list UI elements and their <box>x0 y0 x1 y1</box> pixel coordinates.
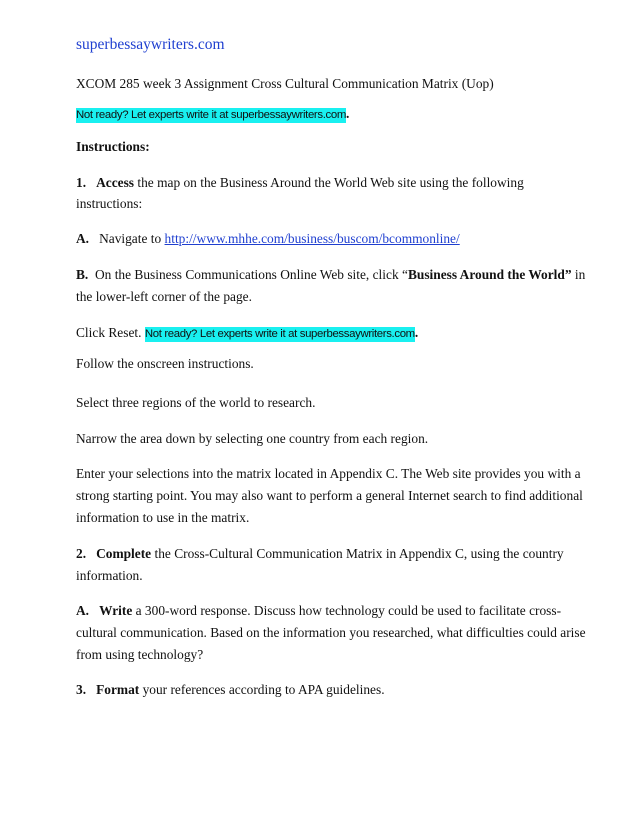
course-link[interactable]: http://www.mhhe.com/business/buscom/bcommonline/ <box>164 231 460 246</box>
step-3 <box>76 682 385 698</box>
document-title: XCOM 285 week 3 Assignment Cross Cultural Communication Matrix (Uop) <box>76 76 494 91</box>
step-a2-line-3: from using technology? <box>76 647 204 662</box>
step-1-text: the map on the Business Around the World Web site using the following <box>134 175 524 190</box>
step-b-line-2: the lower-left corner of the page. <box>76 289 252 304</box>
step-2-line-2: information. <box>76 568 143 583</box>
promo-banner-top[interactable] <box>76 106 349 123</box>
select-regions: Select three regions of the world to research. <box>76 395 316 410</box>
promo-text-inline[interactable]: Not ready? Let experts write it at superbessaywriters.com <box>144 328 415 340</box>
enter-line-2: strong starting point. You may also want to perform a general Internet search to find additional <box>76 488 583 503</box>
step-a1-number: A. <box>76 231 90 246</box>
step-a2-line-1 <box>76 603 561 619</box>
step-a1 <box>76 231 460 247</box>
click-reset-line <box>76 325 418 342</box>
step-2-line-1 <box>76 546 564 562</box>
enter-line-1: Enter your selections into the matrix located in Appendix C. The Web site provides you with a <box>76 466 581 481</box>
step-b-text-2: in <box>571 267 586 282</box>
promo-dot-inline: . <box>414 325 419 340</box>
step-1-number: 1. <box>76 175 87 190</box>
promo-text[interactable]: Not ready? Let experts write it at superbessaywriters.com <box>76 109 346 121</box>
step-b-number: B. <box>76 267 89 282</box>
step-b-keyword: Business Around the World” <box>407 267 572 282</box>
instructions-heading <box>76 139 150 155</box>
step-a2-text: a 300-word response. Discuss how technology could be used to facilitate cross- <box>132 603 562 618</box>
step-1-line-1 <box>76 175 524 191</box>
follow-instructions: Follow the onscreen instructions. <box>76 356 254 371</box>
site-header[interactable]: superbessaywriters.com <box>76 36 225 53</box>
step-a1-text: Navigate to <box>99 231 165 246</box>
step-a2-line-2: cultural communication. Based on the information you researched, what difficulties could arise <box>76 625 586 640</box>
narrow-area: Narrow the area down by selecting one country from each region. <box>76 431 429 446</box>
click-reset-text: Click Reset. <box>76 325 142 340</box>
step-3-keyword: Format <box>96 682 140 697</box>
instructions-heading-text: Instructions: <box>76 139 150 154</box>
step-b-line-1 <box>76 267 585 283</box>
step-1-keyword: Access <box>96 175 135 190</box>
step-2-text: the Cross-Cultural Communication Matrix in Appendix C, using the country <box>151 546 564 561</box>
promo-dot: . <box>346 106 350 121</box>
step-3-number: 3. <box>76 682 87 697</box>
step-a2-keyword: Write <box>99 603 133 618</box>
step-3-text: your references according to APA guidelines. <box>139 682 385 697</box>
step-2-keyword: Complete <box>96 546 152 561</box>
step-b-text-1: On the Business Communications Online Web site, click “ <box>94 267 408 282</box>
step-1-line-2: instructions: <box>76 196 143 211</box>
step-2-number: 2. <box>76 546 87 561</box>
enter-line-3: information to use in the matrix. <box>76 510 250 525</box>
step-a2-number: A. <box>76 603 90 618</box>
